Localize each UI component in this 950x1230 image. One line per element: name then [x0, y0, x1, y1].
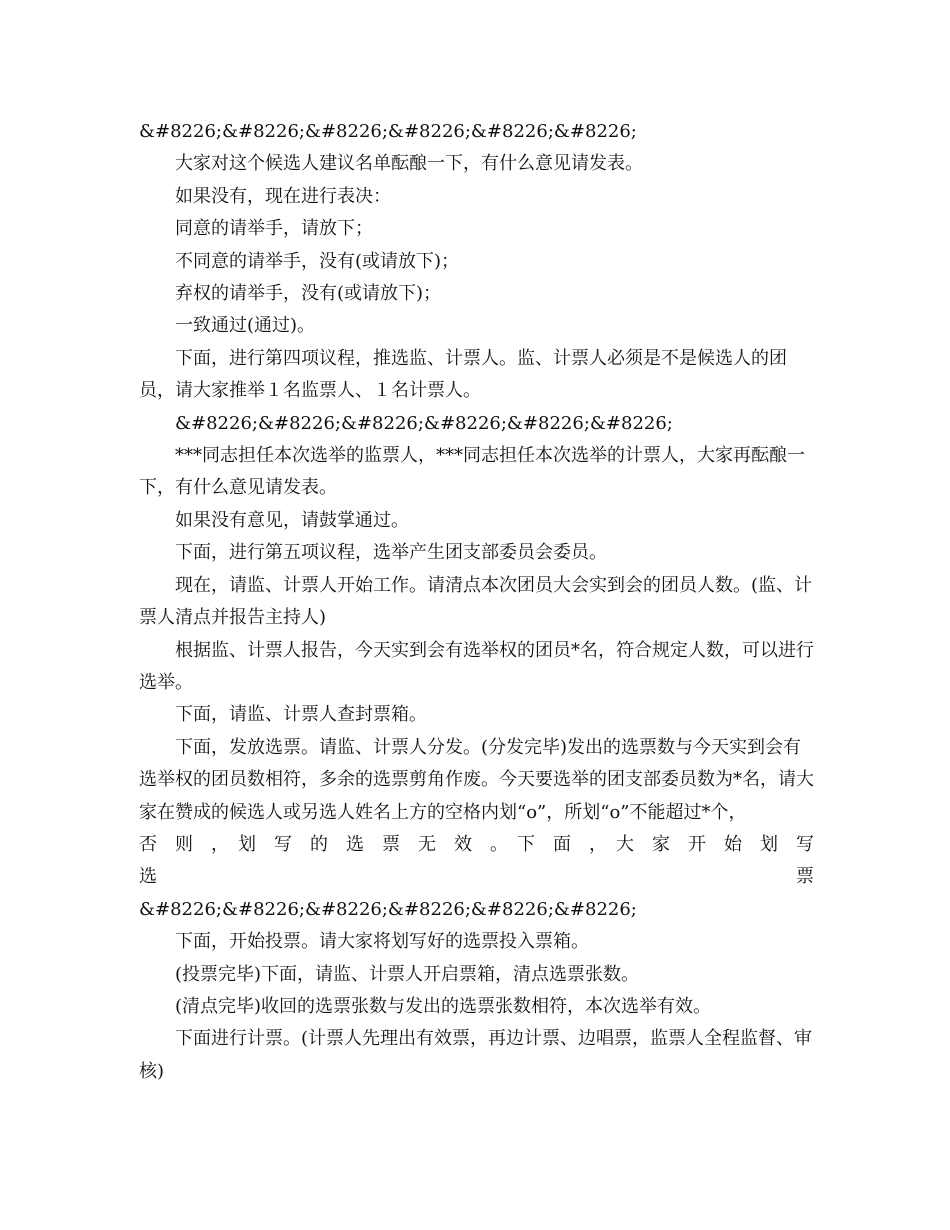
- paragraph-distribute-ballots: 下面，发放选票。请监、计票人分发。(分发完毕)发出的选票数与今天实到会有选举权的团员数相符，多余的选票剪角作废。今天要选举的团支部委员数为*名，请大家在赞成的候选人或另选人姓名上方的空格内划“o”，所划“o”不能超过*个，: [139, 736, 814, 823]
- paragraph-election-valid: (清点完毕)收回的选票张数与发出的选票张数相符，本次选举有效。: [175, 995, 712, 1017]
- paragraph-report: 根据监、计票人报告，今天实到会有选举权的团员*名，符合规定人数，可以进行选举。: [139, 639, 814, 693]
- paragraph-bullets-3: &#8226;&#8226;&#8226;&#8226;&#8226;&#8226;: [139, 898, 637, 920]
- document-body: [139, 116, 832, 1088]
- paragraph-counting: 下面进行计票。(计票人先理出有效票，再边计票、边唱票，监票人全程监督、审核): [139, 1028, 813, 1082]
- paragraph-bullets-1: &#8226;&#8226;&#8226;&#8226;&#8226;&#8226;: [139, 121, 637, 142]
- paragraph-monitors: ***同志担任本次选举的监票人，***同志担任本次选举的计票人，大家再酝酿一下，有什么意见请发表。: [139, 445, 805, 499]
- paragraph-vote-intro: 如果没有，现在进行表决：: [175, 185, 391, 207]
- paragraph-agree: 同意的请举手，请放下；: [175, 218, 373, 240]
- paragraph-bullets-2: &#8226;&#8226;&#8226;&#8226;&#8226;&#8226;: [175, 412, 673, 434]
- paragraph-agenda-five: 下面，进行第五项议程，选举产生团支部委员会委员。: [175, 542, 607, 564]
- paragraph-seal-box: 下面，请监、计票人查封票箱。: [175, 704, 427, 726]
- paragraph-abstain: 弃权的请举手，没有(或请放下)；: [175, 283, 442, 305]
- paragraph-cast-votes: 下面，开始投票。请大家将划写好的选票投入票箱。: [175, 931, 589, 953]
- paragraph-headcount: 现在，请监、计票人开始工作。请清点本次团员大会实到会的团员人数。(监、计票人清点并报告主持人): [139, 574, 813, 629]
- paragraph-invalid-ballots: 否 则 ， 划 写 的 选 票 无 效 。 下 面 ， 大 家 开 始 划 写 选 票: [139, 833, 832, 888]
- paragraph-discuss-candidates: 大家对这个候选人建议名单酝酿一下，有什么意见请发表。: [175, 153, 643, 175]
- paragraph-passed: 一致通过(通过)。: [175, 315, 316, 337]
- paragraph-agenda-four: 下面，进行第四项议程，推选监、计票人。监、计票人必须是不是候选人的团员，请大家推举１名监票人、１名计票人。: [139, 347, 787, 402]
- paragraph-disagree: 不同意的请举手，没有(或请放下)；: [175, 250, 460, 272]
- paragraph-applause: 如果没有意见，请鼓掌通过。: [175, 509, 409, 531]
- paragraph-open-box: (投票完毕)下面，请监、计票人开启票箱，清点选票张数。: [175, 963, 640, 985]
